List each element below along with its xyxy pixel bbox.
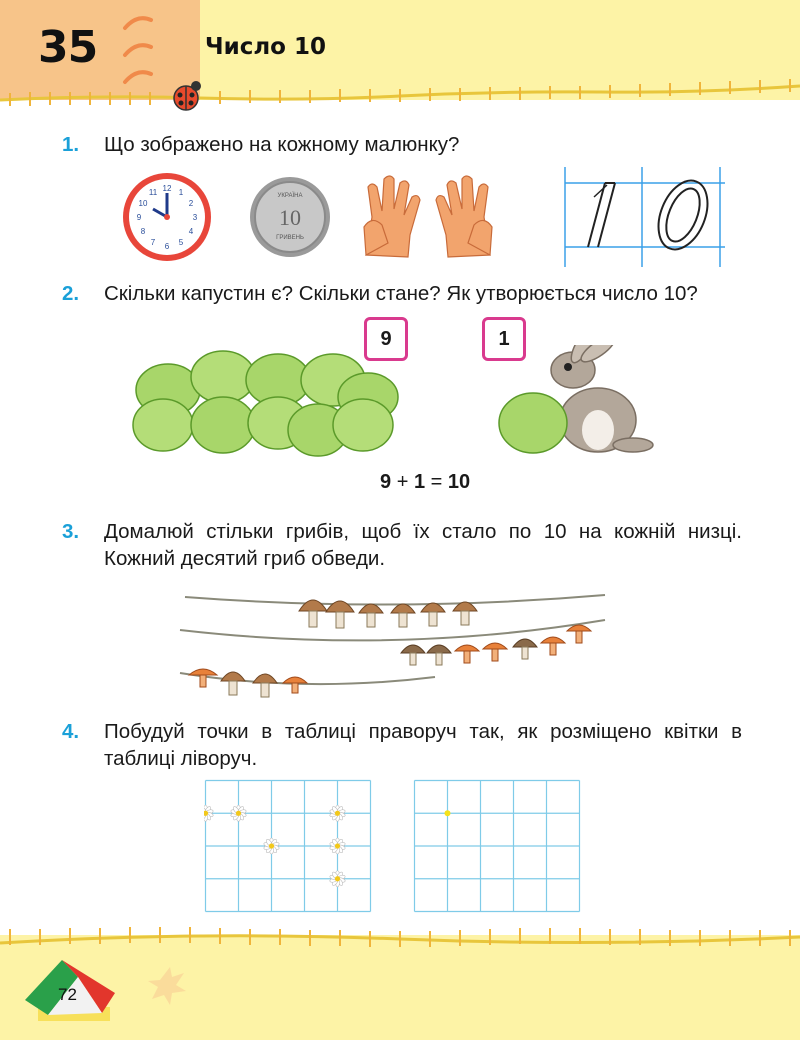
strings [180,595,605,684]
daisy-icon [329,805,345,821]
task-1 [62,131,742,161]
left-flower-table [204,779,372,913]
daisy-icon [329,838,345,854]
clock-num: 4 [188,227,194,236]
daisy-icon [263,838,279,854]
task-text: Домалюй стільки грибів, щоб їх стало по 10 на кожній низці. Кожний десятий гриб обведи. [104,520,742,570]
task-number: 3. [62,520,80,543]
ladybug-icon [174,81,201,110]
task-4 [62,718,742,774]
mushroom-strings-picture [175,585,610,700]
coin-country: УКРАЇНА [277,193,303,199]
daisy-icon [230,805,246,821]
clock-num: 6 [164,242,170,251]
mushroom-row-2 [401,625,591,665]
clock-num: 1 [178,188,184,197]
page-number: 72 [58,985,77,1004]
task-number: 4. [62,720,80,743]
task1-pictures [110,165,730,270]
clock-icon [123,173,211,261]
two-hands-icon [364,176,492,257]
clock-num: 5 [178,238,184,247]
daisy-icon [329,871,345,887]
number-box-1: 1 [482,317,526,361]
footer-decoration [0,915,800,1040]
cabbages-group-icon [133,351,398,456]
coin-icon [250,177,330,257]
task-3 [62,518,742,574]
task-text: Що зображено на кожному малюнку? [104,133,460,156]
eq-equals: = [430,471,443,493]
clock-num: 2 [188,199,194,208]
coin-unit: ГРИВЕНЬ [276,235,304,241]
number-10-writing-icon [565,167,725,267]
header-decoration [0,0,800,115]
eq-a: 9 [380,471,392,493]
mushroom-row-3 [189,669,307,697]
eq-plus: + [396,471,409,493]
number-box-9: 9 [364,317,408,361]
clock-num: 11 [148,188,158,197]
clock-num: 10 [138,199,148,208]
task-text: Скільки капустин є? Скільки стане? Як утворюється число 10? [104,282,698,305]
task2-pictures [128,345,668,465]
clock-num: 8 [140,227,146,236]
coin-value: 10 [279,205,301,230]
dot-icon [445,810,451,816]
equation [380,471,470,494]
right-dot-table [413,779,581,913]
eq-result: 10 [447,471,471,493]
clock-num: 9 [136,213,142,222]
task-number: 1. [62,133,80,156]
lesson-title: Число 10 [205,34,326,60]
rabbit-with-cabbage-icon [499,345,653,453]
lesson-number: 35 [38,22,98,73]
swirl-decoration-icon [125,18,151,82]
clock-num: 7 [150,238,156,247]
task-number: 2. [62,282,80,305]
maple-leaf-icon [148,967,186,1005]
task-text: Побудуй точки в таблиці праворуч так, як розміщено квітки в таблиці ліворуч. [104,720,742,770]
eq-b: 1 [413,471,426,493]
clock-num: 3 [192,213,198,222]
clock-num: 12 [162,184,172,193]
